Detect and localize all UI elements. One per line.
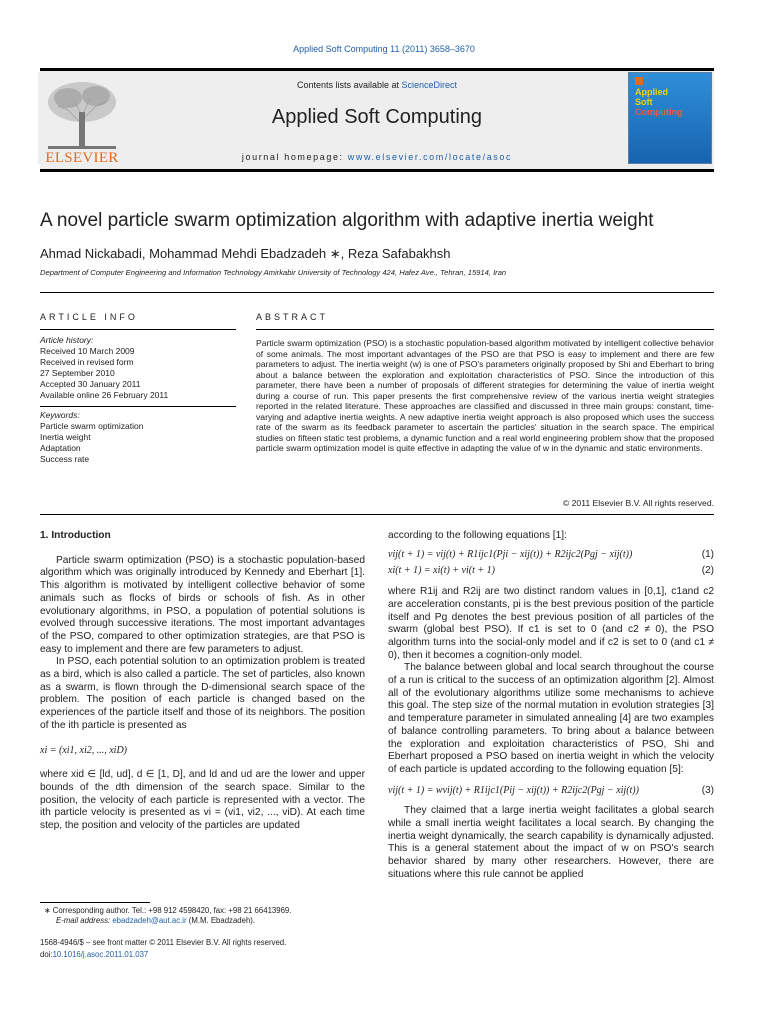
keyword-item: Success rate <box>40 454 90 464</box>
right-column <box>388 530 714 882</box>
equation: xi(t + 1) = xi(t) + vi(t + 1) <box>388 565 495 577</box>
doi-link[interactable]: 10.1016/j.asoc.2011.01.037 <box>52 950 149 959</box>
equation-number: (2) <box>701 565 714 577</box>
equation: vij(t + 1) = vij(t) + R1ijc1(Pji − xij(t)) + R2ijc2(Pgj − xij(t)) <box>388 548 633 560</box>
equation: xi = (xi1, xi2, ..., xiD) <box>40 744 127 756</box>
abstract-text: Particle swarm optimization (PSO) is a stochastic population-based algorithm motivated by intelligent collective behavior of some animals. The most important advantages of the PSO are that PSO is easy to implement and there are few parameters to adjust. The inertia weight (w) is one of PSO's parameters originally proposed by Shi and Eberhart to bring about a balance between the exploration and exploitation characteristics of PSO. Since the introduction of this parameter, there have been a number of proposals of different strategies for determining the value of inertia weight during a course of run. This paper presents the first comprehensive review of the various inertia weight strategies reported in the related literature. These approaches are classified and discussed in three main groups: constant, time-varying and adaptive inertia weights. A new adaptive inertia weight approach is also proposed which uses the success rate of the swarm as its feedback parameter to ascertain the particles' situation in the search space. The empirical studies on fifteen static test problems, a dynamic function and a real world engineering problem show that the proposed particle swarm optimization model is quite effective in adapting the value of w in the dynamic and static environments. <box>256 338 714 453</box>
history-item: Available online 26 February 2011 <box>40 390 169 400</box>
equation-number: (3) <box>701 784 714 796</box>
doi-prefix: doi: <box>40 950 53 959</box>
cover-title-line: Applied <box>635 87 668 97</box>
equation-number: (1) <box>701 548 714 560</box>
history-item: Received in revised form <box>40 357 134 367</box>
history-item: Received 10 March 2009 <box>40 346 135 356</box>
body-paragraph: Particle swarm optimization (PSO) is a stochastic population-based algorithm which was originally introduced by Kennedy and Eberhart [1]. This algorithm is motivated by intelligent collective behavior of some animals such as flocks of birds or schools of fish. As in other evolutionary algorithms, in PSO, a population of potential solutions is evolved through successive iterations. The most important advantages of the PSO, compared to other optimization strategies, are that PSO is easy to implement and there are few parameters to adjust. <box>40 554 365 655</box>
section-heading: 1. Introduction <box>40 530 111 541</box>
divider <box>40 406 236 407</box>
abstract-heading: ABSTRACT <box>256 312 329 322</box>
email-line <box>44 916 364 926</box>
keyword-item: Adaptation <box>40 443 81 453</box>
history-item: 27 September 2010 <box>40 368 115 378</box>
history-label: Article history: <box>40 335 94 345</box>
contents-prefix: Contents lists available at <box>296 80 402 90</box>
keyword-item: Inertia weight <box>40 432 91 442</box>
body-paragraph: In PSO, each potential solution to an optimization problem is treated as a bird, which is also called a particle. The set of particles, also known as a swarm, is flown through the D-dimensional search space of the problem. The position of each particle is changed based on the experiences of the particle itself and those of its neighbors. The position of the ith particle is presented as <box>40 656 365 731</box>
history-item: Accepted 30 January 2011 <box>40 379 141 389</box>
keywords <box>40 410 236 465</box>
body-paragraph: according to the following equations [1]: <box>388 530 567 541</box>
keyword-item: Particle swarm optimization <box>40 421 144 431</box>
email-prefix: E-mail address: <box>56 916 113 925</box>
body-paragraph: where R1ij and R2ij are two distinct random values in [0,1], c1and c2 are acceleration constants, pi is the best previous position of the particle itself and Pg denotes the best previous position of all particles of the swarm (global best PSO). If c1 is set to 0 (and c2 ≠ 0), the PSO algorithm turns into the social-only model and if c2 is set to 0 (and c1 ≠ 0), then it becomes a cognition-only model. <box>388 586 714 661</box>
body-paragraph: The balance between global and local search throughout the course of a run is critical to the success of an optimization algorithm [2]. Almost all of the evolutionary algorithms utilize some mechanisms to achieve this goal. The step size of the normal mutation in evolution strategies [3] and temperature parameter in simulated annealing [4] are two examples of balance controlling parameters. To bring about a balance between the exploration and exploitation characteristics of PSO, Shi and Eberhart proposed a PSO based on inertia weight in which the velocity of each particle is updated according to the following equation [5]: <box>388 662 714 775</box>
journal-title: Applied Soft Computing <box>271 106 483 128</box>
email-suffix: (M.M. Ebadzadeh). <box>186 916 256 925</box>
corresponding-text: ∗ Corresponding author. Tel.: +98 912 4598420, fax: +98 21 66413969. <box>44 906 292 915</box>
body-paragraph: where xid ∈ [ld, ud], d ∈ [1, D], and ld and ud are the lower and upper bounds of the dth dimension of the search space. Similar to the position, the velocity of each particle is represented with a vector. The ith particle velocity is presented as vi = (vi1, vi2, ..., viD). At each time step, the position and velocity of the particles are updated <box>40 769 365 832</box>
abstract-copyright: © 2011 Elsevier B.V. All rights reserved. <box>562 498 714 508</box>
left-column <box>40 530 365 833</box>
equation: vij(t + 1) = wvij(t) + R1ijc1(Pij − xij(t)) + R2ijc2(Pgj − xij(t)) <box>388 784 639 796</box>
homepage-prefix: journal homepage: <box>241 152 348 162</box>
article-history <box>40 335 236 401</box>
author-affiliation: Department of Computer Engineering and Information Technology Amirkabir University of Technology 424, Hafez Ave., Tehran, 15914, Iran <box>40 268 507 277</box>
equation-row <box>388 565 714 578</box>
article-title: A novel particle swarm optimization algorithm with adaptive inertia weight <box>40 210 654 231</box>
divider <box>40 329 236 330</box>
divider <box>256 329 714 330</box>
body-paragraph: They claimed that a large inertia weight facilitates a global search while a small inertia weight facilitates a local search. By changing the inertia weight dynamically, the search capability is dynamically adjusted. This is a general statement about the impact of w on PSO's search behavior shared by many other researchers. However, there are situations where this rule cannot be applied <box>388 805 714 880</box>
doi-line <box>40 950 440 960</box>
article-authors: Ahmad Nickabadi, Mohammad Mehdi Ebadzadeh ∗, Reza Safabakhsh <box>40 246 451 261</box>
cover-title-line: Computing <box>635 107 683 117</box>
journal-citation[interactable]: Applied Soft Computing 11 (2011) 3658–3670 <box>293 44 475 54</box>
journal-cover-image <box>628 72 712 164</box>
email-link[interactable]: ebadzadeh@aut.ac.ir <box>112 916 187 925</box>
contents-available <box>140 80 614 90</box>
divider <box>40 514 714 515</box>
footnote-divider <box>40 902 150 903</box>
sciencedirect-link[interactable]: ScienceDirect <box>401 80 458 90</box>
corresponding-author-note <box>44 906 364 926</box>
equation-row <box>388 785 714 798</box>
article-info-heading: ARTICLE INFO <box>40 312 138 322</box>
journal-homepage <box>140 152 614 162</box>
cover-title <box>635 87 683 117</box>
homepage-link[interactable]: www.elsevier.com/locate/asoc <box>347 152 513 162</box>
equation-row <box>388 549 714 562</box>
cover-title-line: Soft <box>635 97 653 107</box>
divider <box>40 292 714 293</box>
issn-line: 1568-4946/$ – see front matter © 2011 Elsevier B.V. All rights reserved. <box>40 938 287 947</box>
cover-logo-mark <box>635 77 643 85</box>
publisher-logo-text: ELSEVIER <box>45 150 119 166</box>
keywords-label: Keywords: <box>40 410 80 420</box>
